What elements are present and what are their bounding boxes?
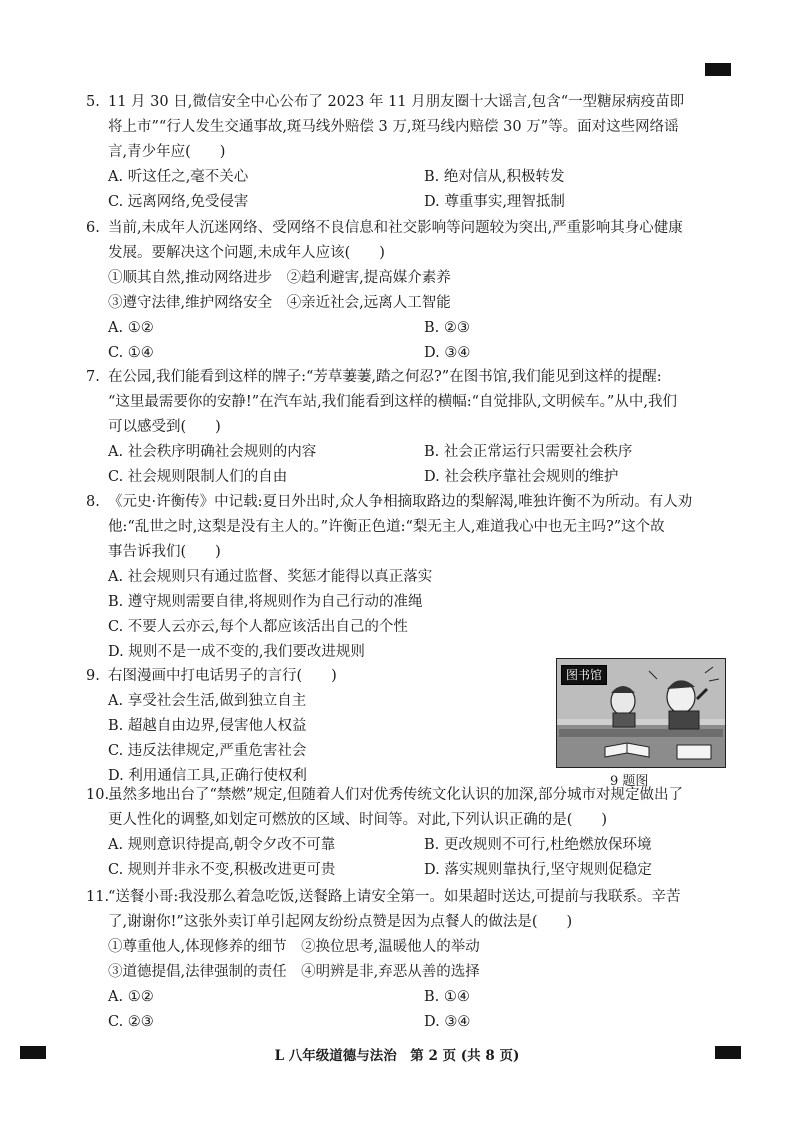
option-a: A. ①② [108, 320, 154, 336]
question-stem-line: 更人性化的调整,如划定可燃放的区域、时间等。对此,下列认识正确的是( ) [108, 812, 608, 828]
question-stem-line: 《元史·许衡传》中记载:夏日外出时,众人争相摘取路边的梨解渴,唯独许衡不为所动。有人劝 [108, 494, 693, 510]
question-stem-line: 言,青少年应( ) [108, 144, 226, 160]
figure-caption: 9 题图 [610, 774, 649, 789]
option-c: C. ①④ [108, 345, 154, 361]
statement-line: ③道德提倡,法律强制的责任 ④明辨是非,弃恶从善的选择 [108, 964, 480, 980]
statement-line: ③遵守法律,维护网络安全 ④亲近社会,远离人工智能 [108, 295, 451, 311]
statement-line: ①顺其自然,推动网络进步 ②趋利避害,提高媒介素养 [108, 270, 451, 286]
option-b: B. ①④ [424, 989, 470, 1005]
option-d: D. ③④ [424, 345, 471, 361]
option-b: B. ②③ [424, 320, 470, 336]
option-b: B. 绝对信从,积极转发 [424, 169, 565, 185]
question-number: 5. [86, 94, 100, 110]
scan-mark-top-right [705, 63, 731, 76]
question-stem-line: 了,谢谢你!”这张外卖订单引起网友纷纷点赞是因为点餐人的做法是( ) [108, 914, 573, 930]
page-footer: L 八年级道德与法治 第 2 页 (共 8 页) [274, 1048, 520, 1064]
option-a: A. 社会秩序明确社会规则的内容 [108, 444, 317, 460]
question-stem-line: “这里最需要你的安静!”在汽车站,我们能看到这样的横幅:“自觉排队,文明候车。”从中,我们 [108, 394, 677, 410]
option-a: A. 享受社会生活,做到独立自主 [108, 693, 307, 709]
option-a: A. 听这任之,毫不关心 [108, 169, 249, 185]
question-stem-line: 当前,未成年人沉迷网络、受网络不良信息和社交影响等问题较为突出,严重影响其身心健康 [108, 220, 683, 236]
question-stem-line: 虽然多地出台了“禁燃”规定,但随着人们对优秀传统文化认识的加深,部分城市对规定做出了 [108, 787, 684, 803]
statement-line: ①尊重他人,体现修养的细节 ②换位思考,温暖他人的举动 [108, 939, 480, 955]
option-d: D. 尊重事实,理智抵制 [424, 194, 565, 210]
question-stem-line: 将上市”“行人发生交通事故,斑马线外赔偿 3 万,斑马线内赔偿 30 万”等。面对这些网络谣 [108, 119, 679, 135]
question-8 [86, 490, 726, 665]
question-number: 10. [86, 787, 110, 803]
option-d: D. 利用通信工具,正确行使权利 [108, 768, 307, 784]
question-number: 11. [86, 889, 110, 905]
question-number: 6. [86, 220, 100, 236]
question-stem-line: 发展。要解决这个问题,未成年人应该( ) [108, 245, 385, 261]
option-a: A. ①② [108, 989, 154, 1005]
option-d: D. 规则不是一成不变的,我们要改进规则 [108, 644, 365, 660]
question-number: 8. [86, 494, 100, 510]
option-b: B. 社会正常运行只需要社会秩序 [424, 444, 633, 460]
question-10 [86, 783, 726, 883]
question-6 [86, 216, 726, 366]
question-number: 9. [86, 668, 100, 684]
question-stem-line: 他:“乱世之时,这梨是没有主人的。”许衡正色道:“梨无主人,难道我心中也无主吗?”这个故 [108, 519, 665, 535]
option-d: D. 落实规则靠执行,坚守规则促稳定 [424, 862, 652, 878]
option-b: B. 更改规则不可行,杜绝燃放保环境 [424, 837, 652, 853]
question-stem-line: 事告诉我们( ) [108, 544, 221, 560]
question-stem-line: 可以感受到( ) [108, 419, 221, 435]
option-d: D. 社会秩序靠社会规则的维护 [424, 469, 619, 485]
option-a: A. 社会规则只有通过监督、奖惩才能得以真正落实 [108, 569, 433, 585]
option-a: A. 规则意识待提高,朝令夕改不可靠 [108, 837, 336, 853]
question-9 [86, 664, 546, 789]
question-number: 7. [86, 369, 100, 385]
cartoon-figure [556, 658, 726, 768]
question-stem-line: “送餐小哥:我没那么着急吃饭,送餐路上请安全第一。如果超时送达,可提前与我联系。辛苦 [108, 889, 681, 905]
option-c: C. 违反法律规定,严重危害社会 [108, 743, 307, 759]
question-stem-line: 11 月 30 日,微信安全中心公布了 2023 年 11 月朋友圈十大谣言,包含“一型糖尿病疫苗即 [108, 94, 685, 110]
option-d: D. ③④ [424, 1014, 471, 1030]
question-11 [86, 885, 726, 1035]
question-stem-line: 在公园,我们能看到这样的牌子:“芳草萋萋,踏之何忍?”在图书馆,我们能见到这样的提醒: [108, 369, 662, 385]
question-7 [86, 365, 726, 490]
option-c: C. 规则并非永不变,积极改进更可贵 [108, 862, 336, 878]
question-5 [86, 90, 726, 215]
option-c: C. 远离网络,免受侵害 [108, 194, 249, 210]
option-c: C. 不要人云亦云,每个人都应该活出自己的个性 [108, 619, 408, 635]
option-b: B. 遵守规则需要自律,将规则作为自己行动的准绳 [108, 594, 423, 610]
question-stem-line: 右图漫画中打电话男子的言行( ) [108, 668, 337, 684]
option-c: C. ②③ [108, 1014, 154, 1030]
option-b: B. 超越自由边界,侵害他人权益 [108, 718, 307, 734]
option-c: C. 社会规则限制人们的自由 [108, 469, 288, 485]
library-sign: 图书馆 [561, 665, 607, 685]
